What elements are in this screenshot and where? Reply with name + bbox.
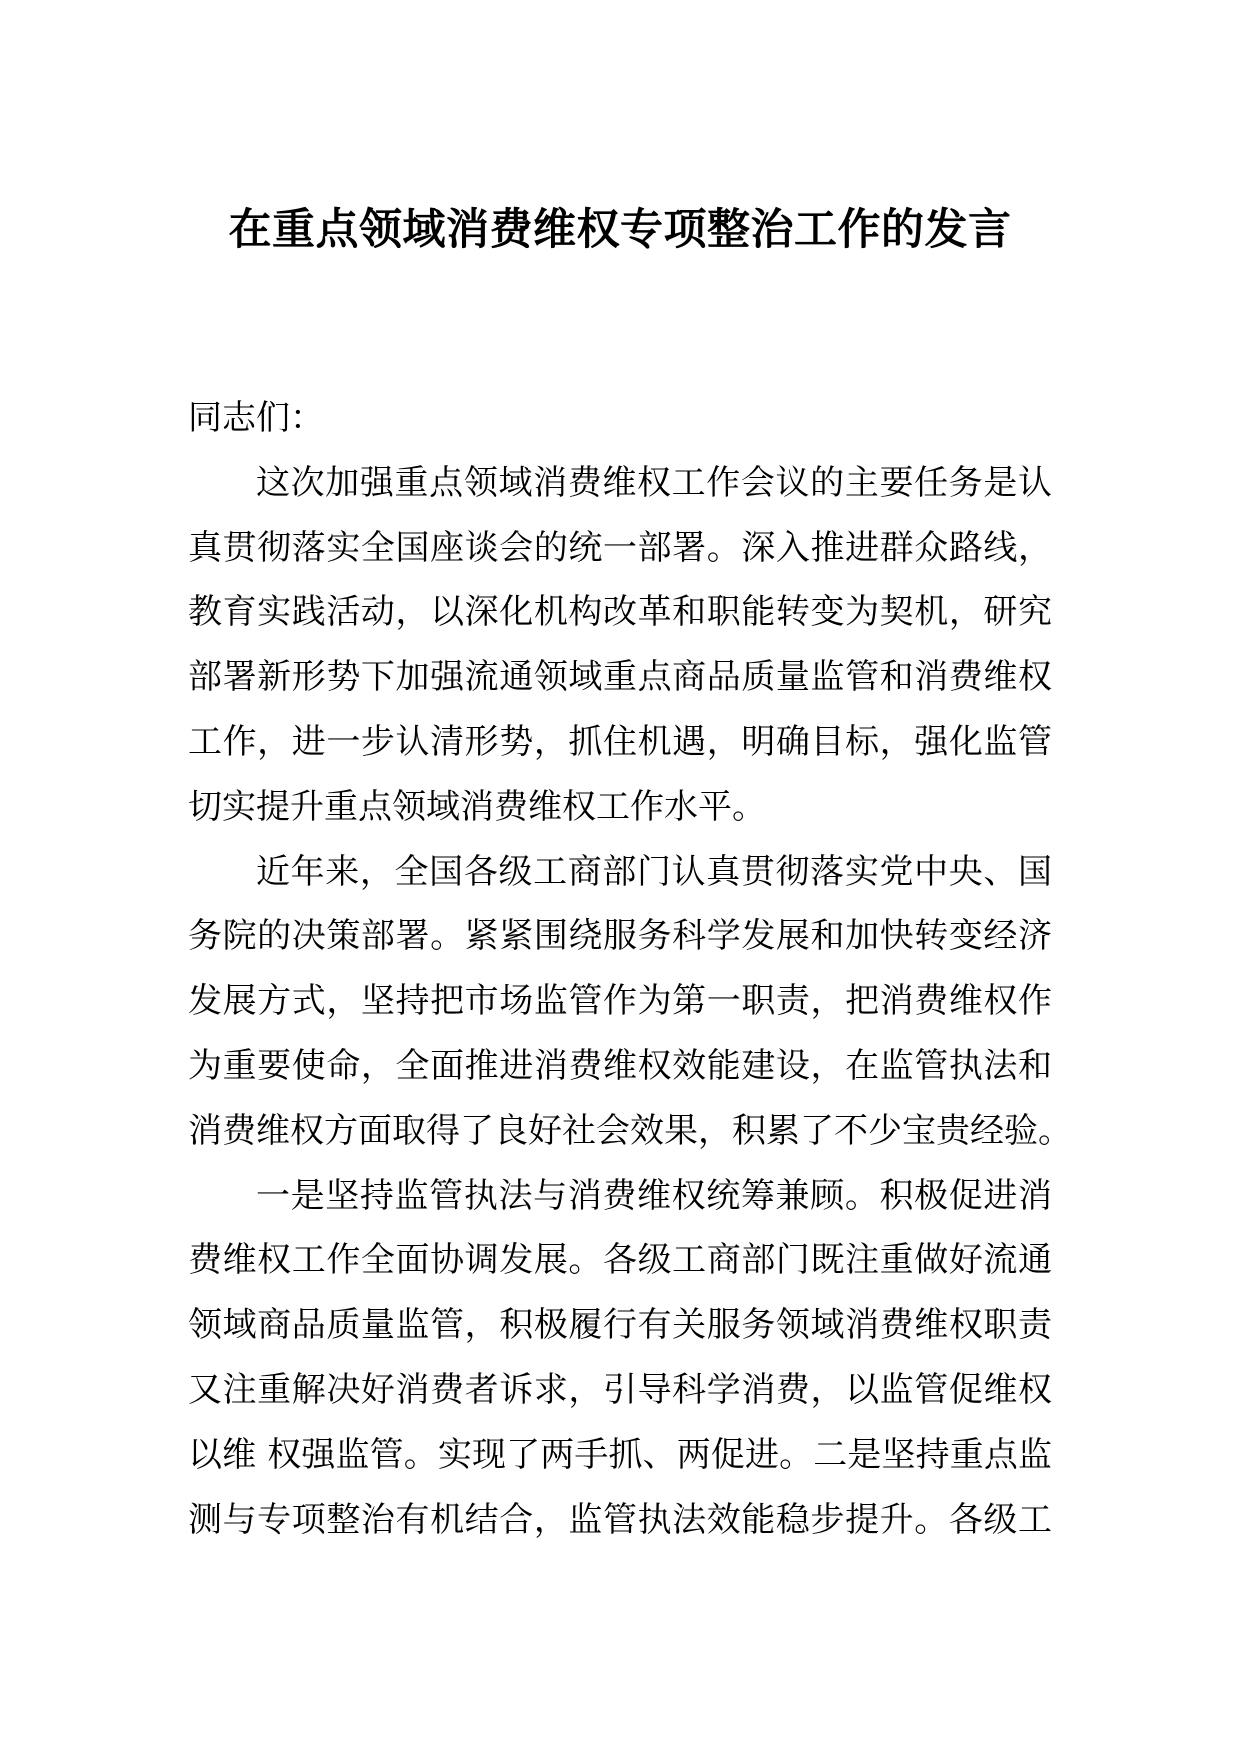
document-title: 在重点领域消费维权专项整治工作的发言 bbox=[228, 205, 1012, 255]
salutation-line: 同志们： bbox=[188, 398, 324, 438]
paragraph-3-line-2: 费维权工作全面协调发展。各级工商部门既注重做好流通 bbox=[188, 1240, 1052, 1281]
paragraph-2-line-3: 发展方式，坚持把市场监管作为第一职责，把消费维权作 bbox=[188, 981, 1052, 1022]
paragraph-1-line-1: 这次加强重点领域消费维权工作会议的主要任务是认 bbox=[256, 462, 1052, 503]
paragraph-1-line-6: 切实提升重点领域消费维权工作水平。 bbox=[188, 786, 766, 827]
paragraph-1-line-3: 教育实践活动，以深化机构改革和职能转变为契机，研究 bbox=[188, 592, 1052, 633]
paragraph-3-line-5: 以维 权强监管。实现了两手抓、两促进。二是坚持重点监 bbox=[188, 1434, 1052, 1475]
paragraph-3-line-1: 一是坚持监管执法与消费维权统筹兼顾。积极促进消 bbox=[256, 1175, 1052, 1216]
paragraph-2-line-5: 消费维权方面取得了良好社会效果，积累了不少宝贵经验。 bbox=[188, 1110, 1072, 1151]
paragraph-3-line-3: 领域商品质量监管，积极履行有关服务领域消费维权职责 bbox=[188, 1305, 1052, 1346]
paragraph-3-line-6: 测与专项整治有机结合，监管执法效能稳步提升。各级工 bbox=[188, 1499, 1052, 1540]
document-body bbox=[188, 386, 1072, 1552]
paragraph-1-line-5: 工作，进一步认清形势，抓住机遇，明确目标，强化监管 bbox=[188, 721, 1052, 762]
paragraph-3-line-4: 又注重解决好消费者诉求，引导科学消费，以监管促维权 bbox=[188, 1369, 1052, 1410]
paragraph-2-line-4: 为重要使命，全面推进消费维权效能建设，在监管执法和 bbox=[188, 1045, 1052, 1086]
paragraph-1-line-2: 真贯彻落实全国座谈会的统一部署。深入推进群众路线， bbox=[188, 527, 1052, 568]
paragraph-1-line-4: 部署新形势下加强流通领域重点商品质量监管和消费维权 bbox=[188, 657, 1052, 698]
paragraph-2-line-2: 务院的决策部署。紧紧围绕服务科学发展和加快转变经济 bbox=[188, 916, 1052, 957]
paragraph-2-line-1: 近年来，全国各级工商部门认真贯彻落实党中央、国 bbox=[256, 851, 1052, 892]
